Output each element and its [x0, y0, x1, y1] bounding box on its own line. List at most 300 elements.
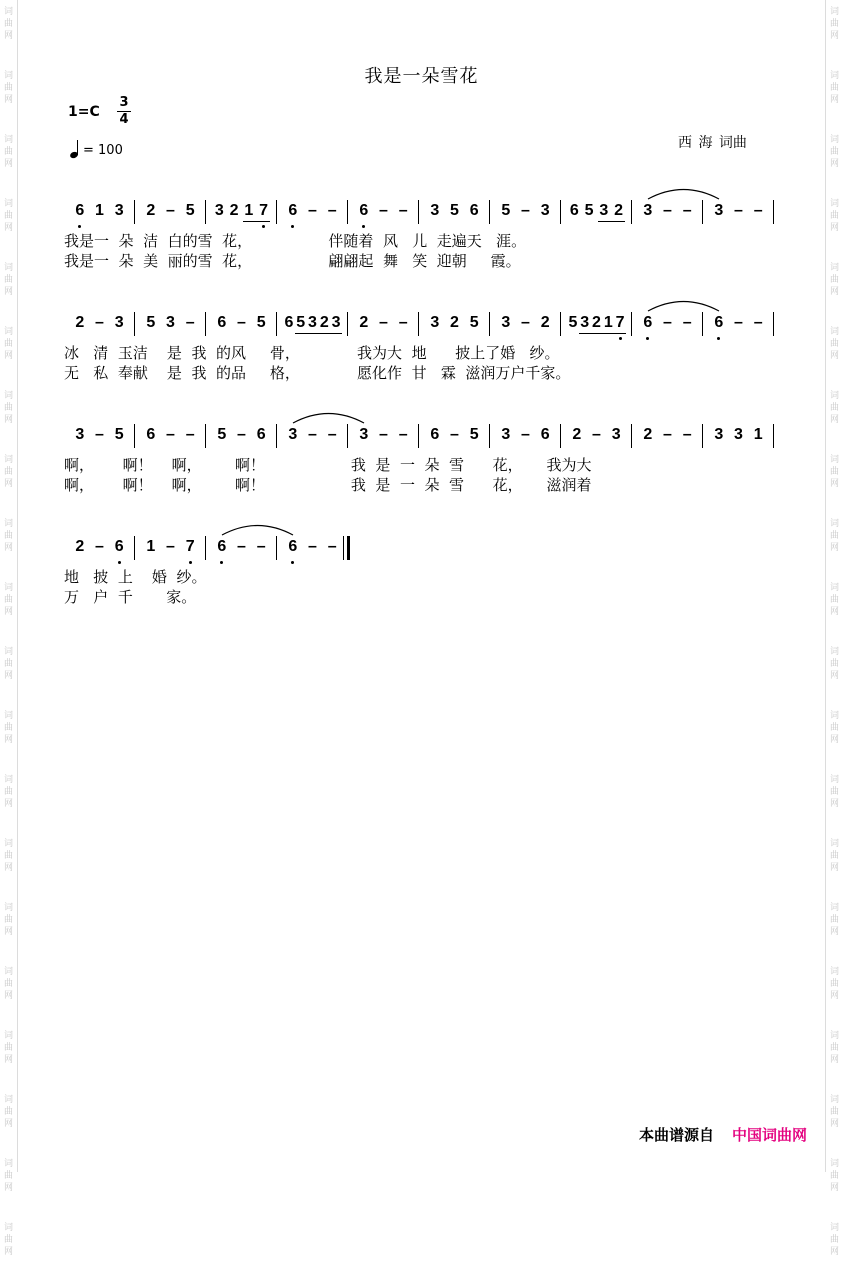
watermark-char: 网: [829, 735, 839, 745]
watermark-char: 曲: [829, 659, 839, 669]
eighth-note-underline: [295, 333, 342, 334]
lower-octave-dot: [262, 225, 265, 228]
note-numeral: 2: [75, 314, 85, 331]
final-barline: [347, 536, 350, 560]
watermark-char: 曲: [3, 83, 13, 93]
watermark-group: [830, 896, 839, 960]
watermark-char: 词: [3, 199, 13, 209]
watermark-group: [830, 1024, 839, 1088]
note-numeral: 2: [572, 426, 582, 443]
note-numeral: 1: [244, 202, 254, 219]
lyric-line-1: 地 披 上 婚 纱。: [64, 568, 207, 586]
lower-octave-dot: [362, 225, 365, 228]
tie-arc: [222, 522, 293, 536]
lyric-line-2: 我是一 朵 美 丽的雪 花， 翩翩起 舞 笑 迎朝 霞。: [64, 252, 521, 270]
watermark-char: 网: [829, 1119, 839, 1129]
watermark-char: 词: [829, 903, 839, 913]
dash-extension: –: [327, 538, 337, 555]
lower-octave-dot: [78, 225, 81, 228]
watermark-group: [830, 960, 839, 1024]
quarter-note-icon: [70, 140, 80, 158]
note-numeral: 6: [643, 314, 653, 331]
note-numeral: 5: [217, 426, 227, 443]
dash-extension: –: [327, 426, 337, 443]
watermark-char: 网: [829, 223, 839, 233]
note-numeral: 6: [146, 426, 156, 443]
watermark-char: 曲: [3, 211, 13, 221]
watermark-char: 网: [3, 863, 13, 873]
dash-extension: –: [592, 426, 601, 443]
watermark-char: 词: [3, 967, 13, 977]
note-numeral: 3: [540, 202, 550, 219]
time-signature: [117, 96, 131, 127]
note-numeral: 1: [146, 538, 156, 555]
measure: [561, 200, 632, 224]
note-numeral: 3: [501, 314, 511, 331]
dash-extension: –: [327, 202, 337, 219]
measure: [277, 424, 348, 448]
measure: [703, 200, 774, 224]
measure: [561, 424, 632, 448]
note-numeral: 3: [734, 426, 743, 443]
watermark-char: 网: [829, 543, 839, 553]
watermark-group: [830, 1088, 839, 1152]
note-numeral: 6: [288, 538, 298, 555]
watermark-group: [4, 128, 13, 192]
note-numeral: 3: [331, 314, 341, 331]
watermark-char: 曲: [3, 1235, 13, 1245]
watermark-char: 词: [829, 711, 839, 721]
tempo-marking: [70, 140, 123, 158]
watermark-group: [4, 640, 13, 704]
measure: [135, 200, 206, 224]
note-numeral: 2: [614, 202, 624, 219]
barline: [343, 536, 344, 560]
dash-extension: –: [521, 202, 530, 219]
watermark-char: 网: [3, 991, 13, 1001]
lower-octave-dot: [291, 561, 294, 564]
measure: [348, 312, 419, 336]
note-numeral: 5: [469, 314, 479, 331]
measure: [348, 200, 419, 224]
note-numeral: 3: [166, 314, 175, 331]
measure: [490, 312, 561, 336]
watermark-char: 网: [3, 415, 13, 425]
note-numeral: 6: [540, 426, 550, 443]
watermark-char: 曲: [829, 83, 839, 93]
note-numeral: 3: [308, 314, 317, 331]
watermark-group: [830, 0, 839, 64]
lyric-line-1: 我是一 朵 洁 白的雪 花， 伴随着 风 儿 走遍天 涯。: [64, 232, 527, 250]
watermark-char: 词: [829, 647, 839, 657]
measure: [632, 424, 703, 448]
note-numeral: 5: [501, 202, 511, 219]
note-numeral: 6: [114, 538, 124, 555]
watermark-char: 曲: [829, 467, 839, 477]
note-numeral: 5: [568, 314, 578, 331]
measure: [632, 312, 703, 336]
measure: [277, 312, 348, 336]
watermark-group: [830, 1152, 839, 1216]
watermark-char: 曲: [3, 915, 13, 925]
watermark-char: 曲: [3, 659, 13, 669]
note-numeral: 7: [259, 202, 269, 219]
note-numeral: 3: [580, 314, 590, 331]
watermark-char: 网: [829, 1183, 839, 1193]
time-signature-top: 3: [119, 95, 129, 110]
watermark-char: 曲: [829, 1043, 839, 1053]
barline: [773, 312, 774, 336]
note-numeral: 3: [501, 426, 511, 443]
note-numeral: 5: [296, 314, 306, 331]
watermark-char: 词: [829, 1159, 839, 1169]
dash-extension: –: [166, 202, 175, 219]
watermark-char: 网: [3, 287, 13, 297]
dash-extension: –: [450, 426, 459, 443]
song-title: 我是一朵雪花: [364, 66, 479, 87]
watermark-char: 网: [829, 1055, 839, 1065]
watermark-char: 网: [3, 671, 13, 681]
tie-arc-path: [648, 190, 719, 200]
watermark-char: 词: [3, 1095, 13, 1105]
tie-arc: [648, 186, 719, 200]
watermark-char: 曲: [829, 979, 839, 989]
tie-arc-path: [293, 414, 364, 424]
dash-extension: –: [308, 426, 317, 443]
watermark-char: 曲: [3, 787, 13, 797]
watermark-char: 网: [3, 1247, 13, 1257]
score-system: [0, 424, 843, 534]
dash-extension: –: [663, 314, 672, 331]
note-numeral: 6: [284, 314, 294, 331]
note-numeral: 3: [714, 426, 724, 443]
score-system: [0, 312, 843, 422]
lower-octave-dot: [291, 225, 294, 228]
note-numeral: 2: [592, 314, 601, 331]
note-numeral: 1: [95, 202, 104, 219]
note-numeral: 6: [469, 202, 479, 219]
watermark-char: 网: [3, 31, 13, 41]
dash-extension: –: [95, 426, 104, 443]
watermark-char: 曲: [3, 147, 13, 157]
dash-extension: –: [256, 538, 266, 555]
dash-extension: –: [185, 426, 195, 443]
watermark-char: 词: [829, 327, 839, 337]
measure: [135, 424, 206, 448]
watermark-char: 词: [3, 711, 13, 721]
note-numeral: 2: [643, 426, 653, 443]
dash-extension: –: [379, 426, 388, 443]
watermark-char: 网: [3, 927, 13, 937]
watermark-char: 网: [3, 159, 13, 169]
measure: [64, 536, 135, 560]
note-numeral: 5: [469, 426, 479, 443]
note-numeral: 3: [599, 202, 609, 219]
dash-extension: –: [398, 426, 408, 443]
measure: [703, 424, 774, 448]
watermark-char: 曲: [3, 723, 13, 733]
watermark-char: 网: [3, 1119, 13, 1129]
dash-extension: –: [308, 202, 317, 219]
footer: [639, 1124, 807, 1145]
note-numeral: 2: [540, 314, 550, 331]
watermark-char: 词: [3, 327, 13, 337]
watermark-char: 网: [3, 735, 13, 745]
watermark-char: 词: [829, 71, 839, 81]
watermark-group: [830, 704, 839, 768]
measure: [135, 536, 206, 560]
lower-octave-dot: [717, 337, 720, 340]
dash-extension: –: [734, 314, 743, 331]
measure: [277, 200, 348, 224]
watermark-char: 词: [3, 391, 13, 401]
dash-extension: –: [237, 538, 246, 555]
watermark-char: 曲: [3, 339, 13, 349]
watermark-char: 词: [829, 1095, 839, 1105]
lyric-line-1: 啊， 啊！ 啊， 啊！ 我 是 一 朵 雪 花， 我为大: [64, 456, 592, 474]
dash-extension: –: [237, 426, 246, 443]
dash-extension: –: [521, 426, 530, 443]
eighth-note-underline: [579, 333, 626, 334]
watermark-char: 词: [829, 583, 839, 593]
watermark-char: 网: [829, 671, 839, 681]
watermark-char: 词: [829, 1223, 839, 1233]
watermark-char: 词: [3, 1159, 13, 1169]
watermark-group: [4, 1152, 13, 1216]
watermark-group: [4, 704, 13, 768]
dash-extension: –: [166, 426, 175, 443]
note-numeral: 6: [256, 426, 266, 443]
key-signature: 1=C: [68, 104, 100, 120]
dash-extension: –: [237, 314, 246, 331]
watermark-char: 曲: [829, 403, 839, 413]
watermark-char: 网: [3, 543, 13, 553]
note-numeral: 3: [359, 426, 369, 443]
watermark-group: [4, 1088, 13, 1152]
watermark-char: 曲: [829, 1107, 839, 1117]
note-numeral: 7: [615, 314, 625, 331]
watermark-char: 曲: [3, 19, 13, 29]
eighth-note-underline: [243, 221, 270, 222]
note-numeral: 2: [359, 314, 369, 331]
measure: [632, 200, 703, 224]
time-signature-bottom: 4: [119, 112, 129, 127]
note-numeral: 6: [217, 314, 227, 331]
note-numeral: 7: [185, 538, 195, 555]
note-numeral: 5: [114, 426, 124, 443]
watermark-group: [830, 768, 839, 832]
tie-arc-path: [222, 526, 293, 536]
dash-extension: –: [379, 202, 388, 219]
watermark-char: 网: [3, 607, 13, 617]
lower-octave-dot: [118, 561, 121, 564]
watermark-char: 曲: [829, 147, 839, 157]
watermark-char: 网: [829, 991, 839, 1001]
dash-extension: –: [682, 314, 692, 331]
watermark-group: [830, 640, 839, 704]
note-numeral: 6: [569, 202, 579, 219]
watermark-char: 词: [3, 903, 13, 913]
measure: [64, 312, 135, 336]
watermark-char: 网: [829, 31, 839, 41]
barline: [773, 200, 774, 224]
dash-extension: –: [379, 314, 388, 331]
lyric-line-2: 啊， 啊！ 啊， 啊！ 我 是 一 朵 雪 花， 滋润着: [64, 476, 592, 494]
tie-arc: [648, 298, 719, 312]
watermark-char: 网: [829, 287, 839, 297]
watermark-char: 曲: [3, 1171, 13, 1181]
watermark-char: 词: [829, 839, 839, 849]
watermark-group: [830, 832, 839, 896]
dash-extension: –: [185, 314, 195, 331]
watermark-char: 词: [829, 455, 839, 465]
note-numeral: 5: [185, 202, 195, 219]
composer-credit: 西 海 词曲: [678, 135, 747, 151]
watermark-char: 词: [829, 7, 839, 17]
watermark-char: 网: [3, 351, 13, 361]
dash-extension: –: [663, 202, 672, 219]
watermark-char: 曲: [829, 851, 839, 861]
tie-arc: [293, 410, 364, 424]
watermark-char: 词: [829, 775, 839, 785]
dash-extension: –: [682, 426, 692, 443]
note-numeral: 3: [714, 202, 724, 219]
lyric-line-1: 冰 清 玉洁 是 我 的风 骨， 我为大 地 披上了婚 纱。: [64, 344, 560, 362]
watermark-char: 网: [3, 223, 13, 233]
watermark-group: [830, 1216, 839, 1280]
note-numeral: 6: [288, 202, 298, 219]
watermark-char: 词: [3, 647, 13, 657]
watermark-group: [4, 1216, 13, 1280]
note-numeral: 6: [714, 314, 724, 331]
watermark-char: 曲: [829, 275, 839, 285]
note-numeral: 6: [359, 202, 369, 219]
note-numeral: 3: [430, 202, 440, 219]
watermark-char: 曲: [829, 723, 839, 733]
score-system: [0, 536, 843, 646]
measure: [490, 200, 561, 224]
watermark-char: 词: [3, 135, 13, 145]
watermark-char: 网: [3, 1055, 13, 1065]
watermark-char: 网: [829, 95, 839, 105]
measure: [561, 312, 632, 336]
score-system: [0, 200, 843, 310]
note-numeral: 6: [217, 538, 227, 555]
watermark-char: 曲: [829, 531, 839, 541]
note-numeral: 2: [146, 202, 156, 219]
dash-extension: –: [166, 538, 175, 555]
watermark-char: 网: [829, 479, 839, 489]
watermark-char: 曲: [829, 19, 839, 29]
watermark-char: 曲: [3, 979, 13, 989]
watermark-char: 词: [3, 775, 13, 785]
footer-source: 本曲谱源自: [638, 1126, 714, 1144]
eighth-note-underline: [598, 221, 625, 222]
note-numeral: 2: [75, 538, 85, 555]
note-numeral: 5: [256, 314, 266, 331]
watermark-char: 网: [3, 479, 13, 489]
watermark-char: 网: [829, 415, 839, 425]
watermark-char: 网: [3, 799, 13, 809]
watermark-char: 网: [3, 1183, 13, 1193]
note-numeral: 3: [288, 426, 298, 443]
note-numeral: 3: [114, 314, 124, 331]
dash-extension: –: [95, 314, 104, 331]
barline: [773, 424, 774, 448]
note-numeral: 1: [753, 426, 763, 443]
watermark-char: 曲: [829, 211, 839, 221]
watermark-char: 词: [3, 71, 13, 81]
tie-arc-path: [648, 302, 719, 312]
measure: [64, 200, 135, 224]
note-numeral: 3: [75, 426, 85, 443]
watermark-char: 曲: [3, 275, 13, 285]
watermark-group: [4, 0, 13, 64]
dash-extension: –: [753, 202, 763, 219]
watermark-char: 曲: [3, 595, 13, 605]
note-numeral: 3: [643, 202, 653, 219]
watermark-char: 网: [3, 95, 13, 105]
watermark-group: [830, 128, 839, 192]
note-numeral: 5: [450, 202, 459, 219]
measure: [419, 424, 490, 448]
measure: [348, 424, 419, 448]
measure: [206, 312, 277, 336]
dash-extension: –: [398, 314, 408, 331]
watermark-char: 词: [3, 583, 13, 593]
watermark-char: 曲: [3, 1107, 13, 1117]
lower-octave-dot: [646, 337, 649, 340]
watermark-group: [4, 960, 13, 1024]
watermark-char: 曲: [829, 915, 839, 925]
measure: [419, 200, 490, 224]
watermark-char: 网: [829, 607, 839, 617]
measure: [206, 200, 277, 224]
watermark-char: 曲: [829, 1235, 839, 1245]
watermark-char: 词: [3, 519, 13, 529]
watermark-char: 词: [829, 967, 839, 977]
measure: [206, 536, 277, 560]
watermark-char: 曲: [3, 531, 13, 541]
watermark-char: 词: [3, 1223, 13, 1233]
note-numeral: 1: [603, 314, 613, 331]
note-numeral: 2: [229, 202, 239, 219]
watermark-char: 词: [3, 1031, 13, 1041]
measure: [64, 424, 135, 448]
watermark-char: 网: [829, 1247, 839, 1257]
watermark-group: [4, 768, 13, 832]
watermark-group: [4, 1024, 13, 1088]
note-numeral: 6: [430, 426, 440, 443]
watermark-group: [4, 832, 13, 896]
watermark-char: 词: [829, 519, 839, 529]
watermark-char: 网: [829, 351, 839, 361]
watermark-char: 词: [829, 135, 839, 145]
tempo-value: = 100: [83, 143, 123, 158]
watermark-char: 曲: [3, 467, 13, 477]
note-numeral: 3: [611, 426, 621, 443]
note-numeral: 2: [450, 314, 459, 331]
note-numeral: 6: [75, 202, 85, 219]
measure: [277, 536, 348, 560]
watermark-group: [4, 896, 13, 960]
watermark-char: 曲: [3, 1043, 13, 1053]
note-numeral: 3: [214, 202, 224, 219]
watermark-char: 曲: [829, 1171, 839, 1181]
watermark-char: 网: [829, 927, 839, 937]
watermark-char: 曲: [829, 339, 839, 349]
watermark-char: 词: [3, 7, 13, 17]
